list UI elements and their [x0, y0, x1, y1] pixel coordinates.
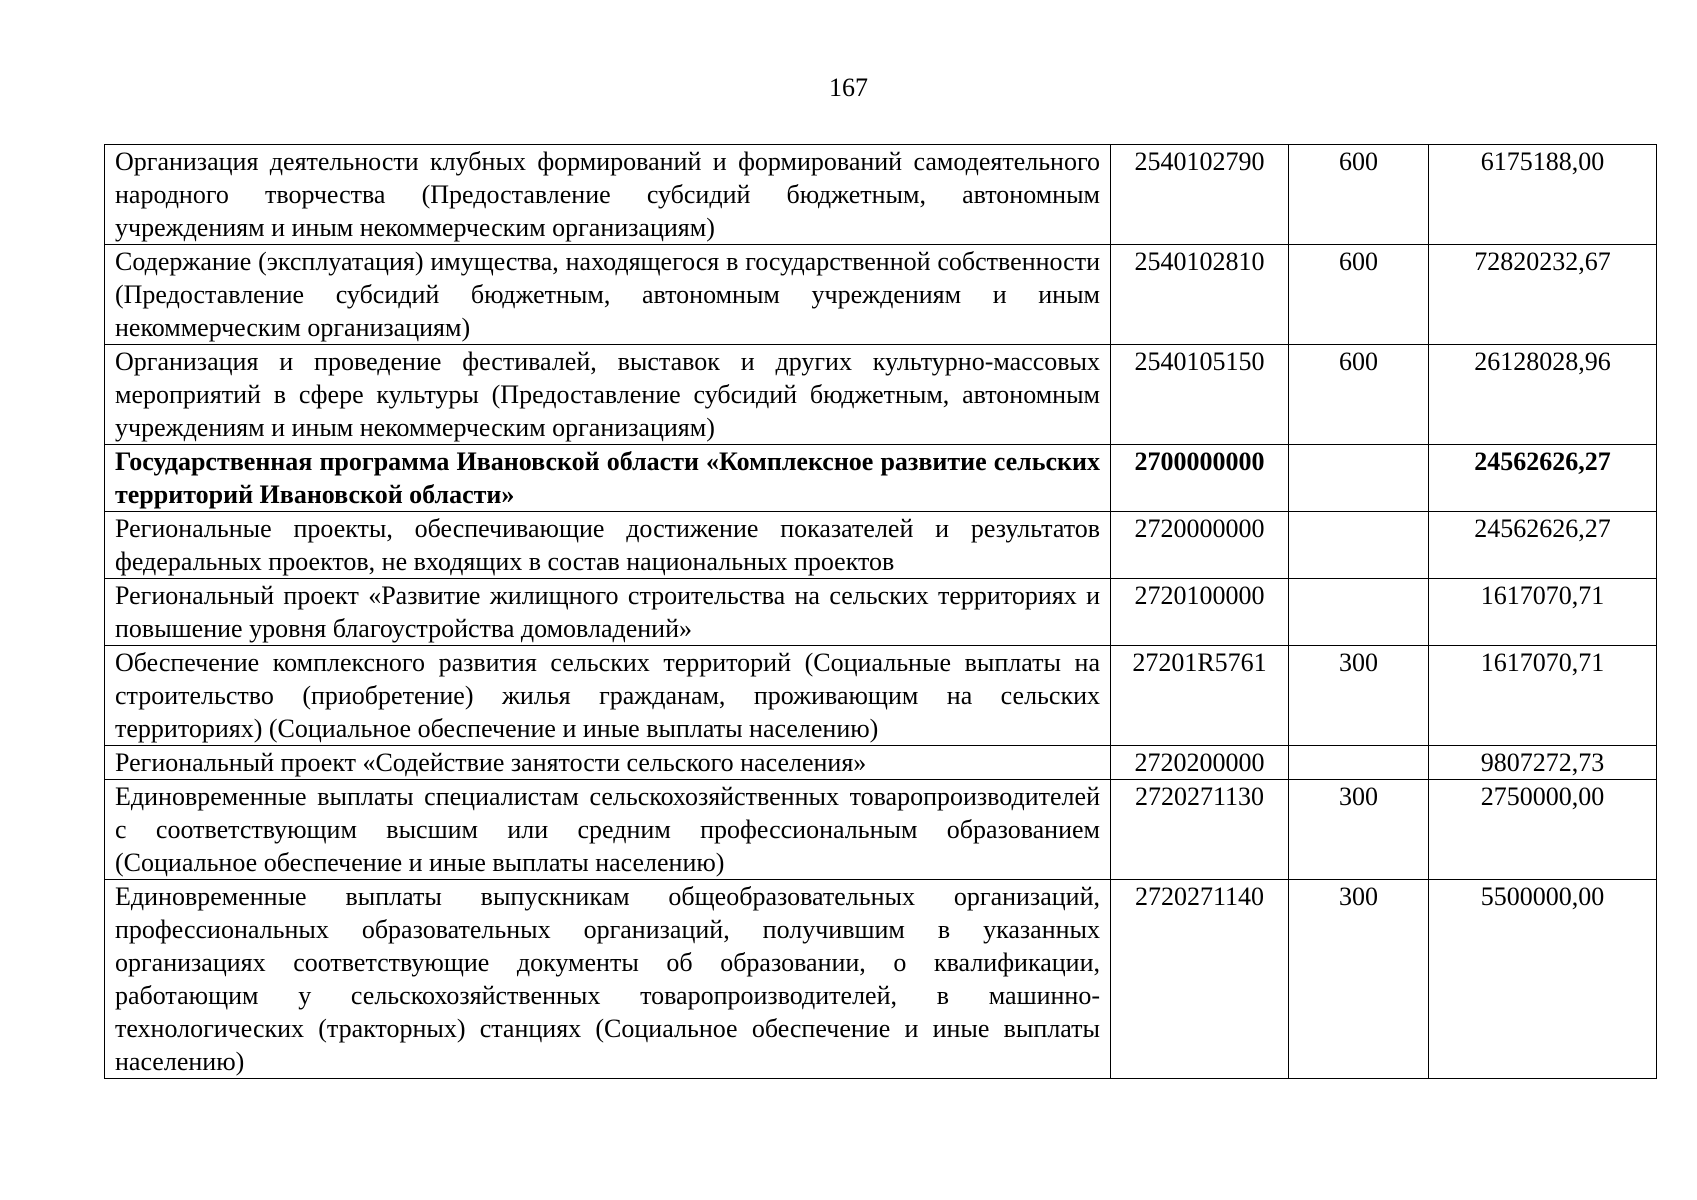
row-code-cell: 2720000000: [1111, 512, 1289, 579]
row-expense-type-cell: 300: [1289, 646, 1429, 746]
row-code-cell: 2700000000: [1111, 445, 1289, 512]
row-amount-cell: 5500000,00: [1429, 880, 1657, 1079]
row-amount-cell: 26128028,96: [1429, 345, 1657, 445]
row-amount-cell: 24562626,27: [1429, 512, 1657, 579]
row-amount-cell: 2750000,00: [1429, 780, 1657, 880]
row-name-cell: Обеспечение комплексного развития сельских территорий (Социальные выплаты на строительство (приобретение) жилья гражданам, проживающим на сельских территориях) (Социальное обеспечение и иные выплаты населению): [105, 646, 1111, 746]
table-row: [105, 245, 1657, 345]
page-number: 167: [829, 73, 868, 102]
row-code-cell: 27201R5761: [1111, 646, 1289, 746]
row-amount-cell: 24562626,27: [1429, 445, 1657, 512]
row-code-cell: 2720100000: [1111, 579, 1289, 646]
row-expense-type-cell: [1289, 579, 1429, 646]
row-code-cell: 2720271140: [1111, 880, 1289, 1079]
table-row: [105, 145, 1657, 245]
row-amount-cell: 72820232,67: [1429, 245, 1657, 345]
row-code-cell: 2720271130: [1111, 780, 1289, 880]
row-expense-type-cell: 600: [1289, 145, 1429, 245]
row-amount-cell: 6175188,00: [1429, 145, 1657, 245]
row-expense-type-cell: [1289, 746, 1429, 780]
row-expense-type-cell: 300: [1289, 780, 1429, 880]
table-row: [105, 780, 1657, 880]
budget-table: [104, 144, 1657, 1079]
table-row: [105, 746, 1657, 780]
row-name-cell: Организация и проведение фестивалей, выставок и других культурно-массовых мероприятий в сфере культуры (Предоставление субсидий бюджетным, автономным учреждениям и иным некоммерческим организациям): [105, 345, 1111, 445]
row-name-cell: Единовременные выплаты выпускникам общеобразовательных организаций, профессиональных образовательных организаций, получившим в указанных организациях соответствующие документы об образовании, о квалификации, работающим у сельскохозяйственных товаропроизводителей, в машинно-технологических (тракторных) станциях (Социальное обеспечение и иные выплаты населению): [105, 880, 1111, 1079]
row-amount-cell: 1617070,71: [1429, 646, 1657, 746]
row-expense-type-cell: 600: [1289, 345, 1429, 445]
table-row: [105, 646, 1657, 746]
table-row: [105, 512, 1657, 579]
budget-table-body: [105, 145, 1657, 1079]
row-code-cell: 2720200000: [1111, 746, 1289, 780]
row-name-cell: Региональный проект «Содействие занятости сельского населения»: [105, 746, 1111, 780]
row-name-cell: Региональные проекты, обеспечивающие достижение показателей и результатов федеральных проектов, не входящих в состав национальных проектов: [105, 512, 1111, 579]
table-row: [105, 345, 1657, 445]
row-name-cell: Содержание (эксплуатация) имущества, находящегося в государственной собственности (Предоставление субсидий бюджетным, автономным учреждениям и иным некоммерческим организациям): [105, 245, 1111, 345]
row-code-cell: 2540102810: [1111, 245, 1289, 345]
row-amount-cell: 1617070,71: [1429, 579, 1657, 646]
row-expense-type-cell: 300: [1289, 880, 1429, 1079]
row-amount-cell: 9807272,73: [1429, 746, 1657, 780]
row-name-cell: Единовременные выплаты специалистам сельскохозяйственных товаропроизводителей с соответствующим высшим или средним профессиональным образованием (Социальное обеспечение и иные выплаты населению): [105, 780, 1111, 880]
row-code-cell: 2540105150: [1111, 345, 1289, 445]
row-code-cell: 2540102790: [1111, 145, 1289, 245]
row-expense-type-cell: 600: [1289, 245, 1429, 345]
row-name-cell: Региональный проект «Развитие жилищного строительства на сельских территориях и повышение уровня благоустройства домовладений»: [105, 579, 1111, 646]
row-expense-type-cell: [1289, 512, 1429, 579]
row-name-cell: Государственная программа Ивановской области «Комплексное развитие сельских территорий Ивановской области»: [105, 445, 1111, 512]
table-row: [105, 579, 1657, 646]
row-name-cell: Организация деятельности клубных формирований и формирований самодеятельного народного творчества (Предоставление субсидий бюджетным, автономным учреждениям и иным некоммерческим организациям): [105, 145, 1111, 245]
row-expense-type-cell: [1289, 445, 1429, 512]
table-row-program-total: [105, 445, 1657, 512]
table-row: [105, 880, 1657, 1079]
